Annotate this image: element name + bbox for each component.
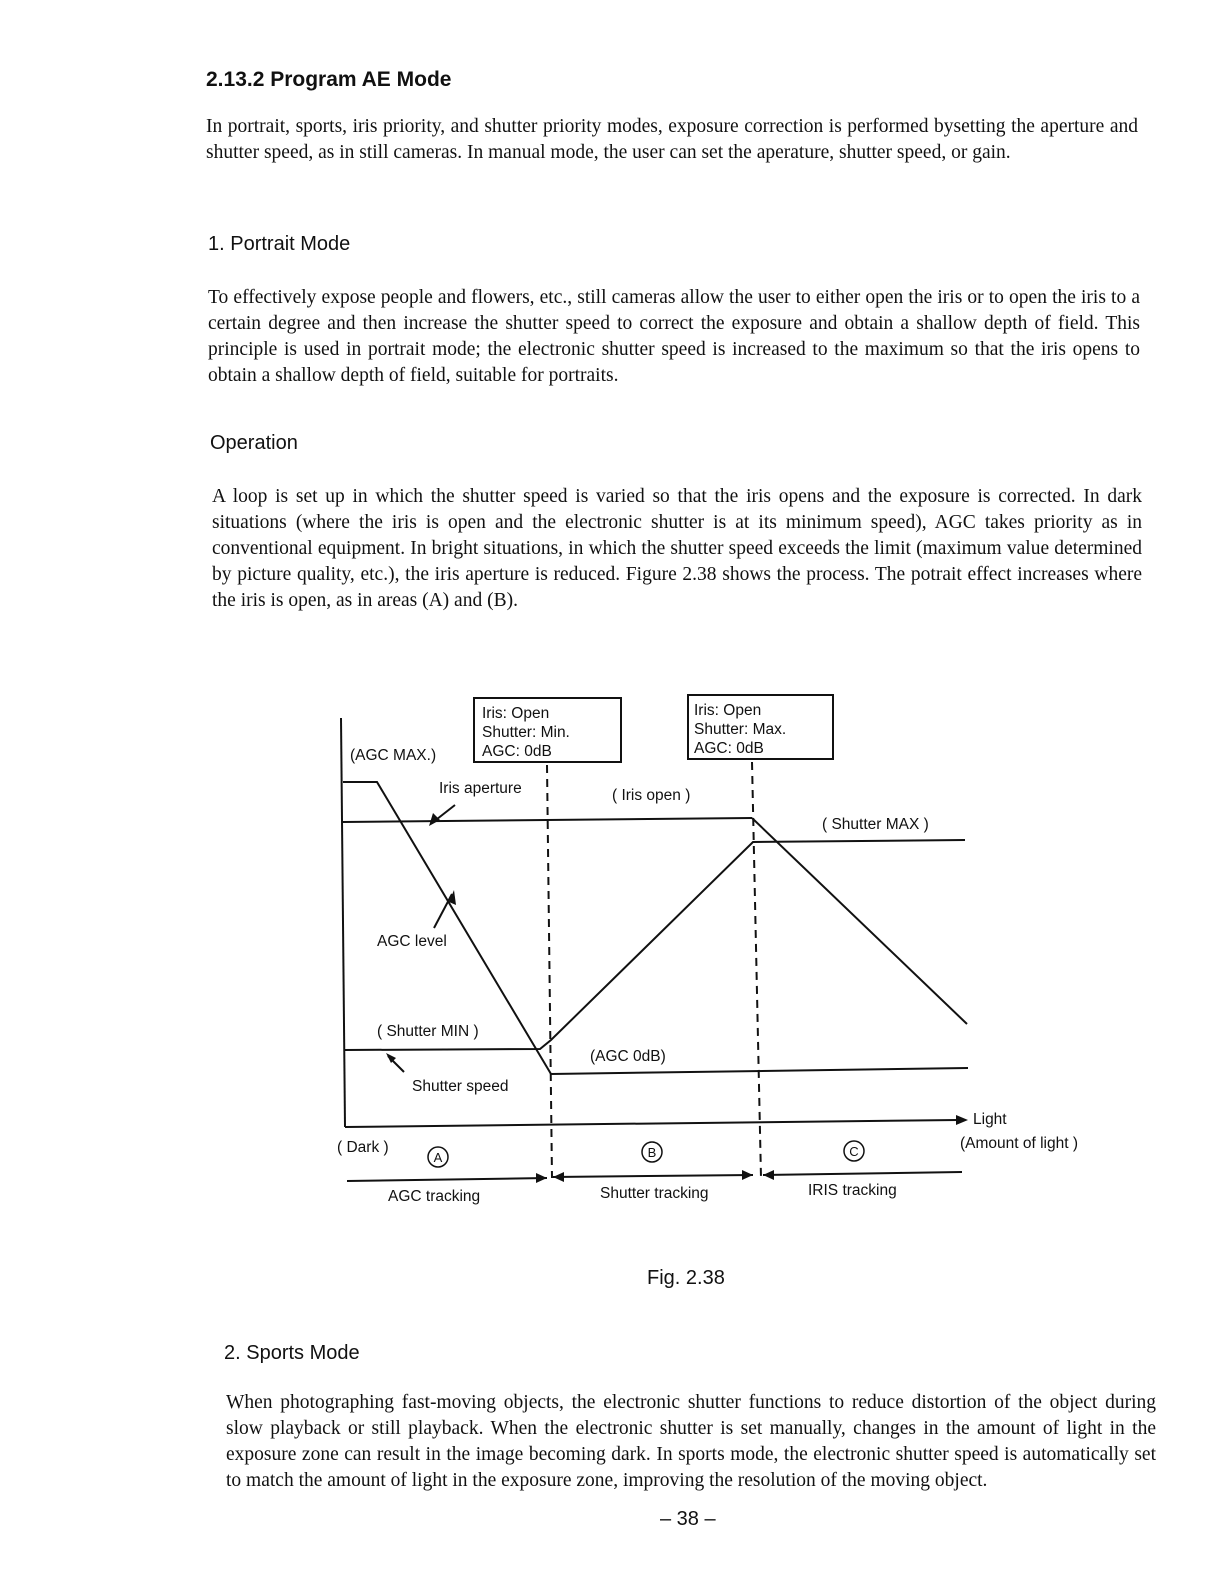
agc-level-label: AGC level [377,933,447,950]
shutter-min-label: ( Shutter MIN ) [377,1023,479,1040]
box-b-line3: AGC: 0dB [482,743,552,760]
light-label: Light [973,1111,1007,1128]
tracking-arrowhead-b-right [742,1170,753,1180]
figure-caption: Fig. 2.38 [647,1267,725,1289]
tracking-bar-b [553,1175,753,1177]
operation-heading: Operation [210,432,298,454]
agc-tracking-label: AGC tracking [388,1188,481,1205]
agc-0db-label: (AGC 0dB) [590,1048,666,1065]
page-number: – 38 – [660,1508,716,1530]
divider-ab [547,765,552,1178]
box-b-line1: Iris: Open [482,705,550,722]
portrait-mode-heading: 1. Portrait Mode [208,233,351,255]
amount-of-light-label: (Amount of light ) [960,1135,1079,1152]
light-axis-arrowhead [956,1115,968,1125]
tracking-arrowhead-b-left [553,1172,564,1182]
region-a-letter: A [433,1150,443,1165]
shutter-tracking-label: Shutter tracking [600,1185,709,1202]
tracking-arrowhead-a-right [536,1173,547,1183]
sports-mode-heading: 2. Sports Mode [224,1342,360,1364]
iris-tracking-label: IRIS tracking [808,1182,897,1199]
box-b-line2: Shutter: Min. [482,724,570,741]
box-c-line1: Iris: Open [694,702,762,719]
iris-aperture-label: Iris aperture [439,780,522,797]
agc-max-label: (AGC MAX.) [350,747,437,764]
sports-mode-paragraph: When photographing fast-moving objects, the electronic shutter functions to reduce distortion of the object during slow playback or still playback. When the electronic shutter is set manually, changes in the amount of light in the exposure zone can result in the image becoming dark. In sports mode, the electronic shutter speed is automatically set to match the amount of light in the exposure zone, improving the resolution of the moving object. [226,1392,1156,1491]
dark-label: ( Dark ) [337,1139,389,1156]
y-axis [341,718,345,1127]
tracking-bar-c [763,1172,962,1175]
box-c-line2: Shutter: Max. [694,721,787,738]
shutter-speed-label: Shutter speed [412,1078,509,1095]
iris-open-label: ( Iris open ) [612,787,691,804]
operation-paragraph: A loop is set up in which the shutter speed is varied so that the iris opens and the exposure is corrected. In dark situations (where the iris is open and the electronic shutter is at its minimum speed), AGC takes priority as in conventional equipment. In bright situations, in which the shutter speed exceeds the limit (maximum value determined by picture quality, etc.), the iris aperture is reduced. Figure 2.38 shows the process. The potrait effect increases where the iris is open, as in areas (A) and (B). [212,486,1142,611]
light-axis [345,1120,958,1127]
tracking-bar-a [347,1178,547,1181]
intro-paragraph: In portrait, sports, iris priority, and shutter priority modes, exposure correction is performed bysetting the aperture and shutter speed, as in still cameras. In manual mode, the user can set the aperature, shutter speed, or gain. [206,116,1138,163]
iris-aperture-arrowhead [429,813,440,826]
region-b-letter: B [647,1145,657,1160]
box-c-line3: AGC: 0dB [694,740,764,757]
tracking-arrowhead-c-left [763,1170,774,1180]
region-c-letter: C [849,1144,859,1159]
iris-closing-line [752,818,967,1024]
section-heading: 2.13.2 Program AE Mode [206,68,452,91]
portrait-mode-paragraph: To effectively expose people and flowers, etc., still cameras allow the user to either open the iris or to open the iris to a certain degree and then increase the shutter speed to correct the exposure and obtain a shallow depth of field. This principle is used in portrait mode; the electronic shutter speed is increased to the maximum so that the iris opens to obtain a shallow depth of field, suitable for portraits. [208,287,1140,386]
shutter-max-label: ( Shutter MAX ) [822,816,929,833]
agc-level-pointer [434,894,452,928]
